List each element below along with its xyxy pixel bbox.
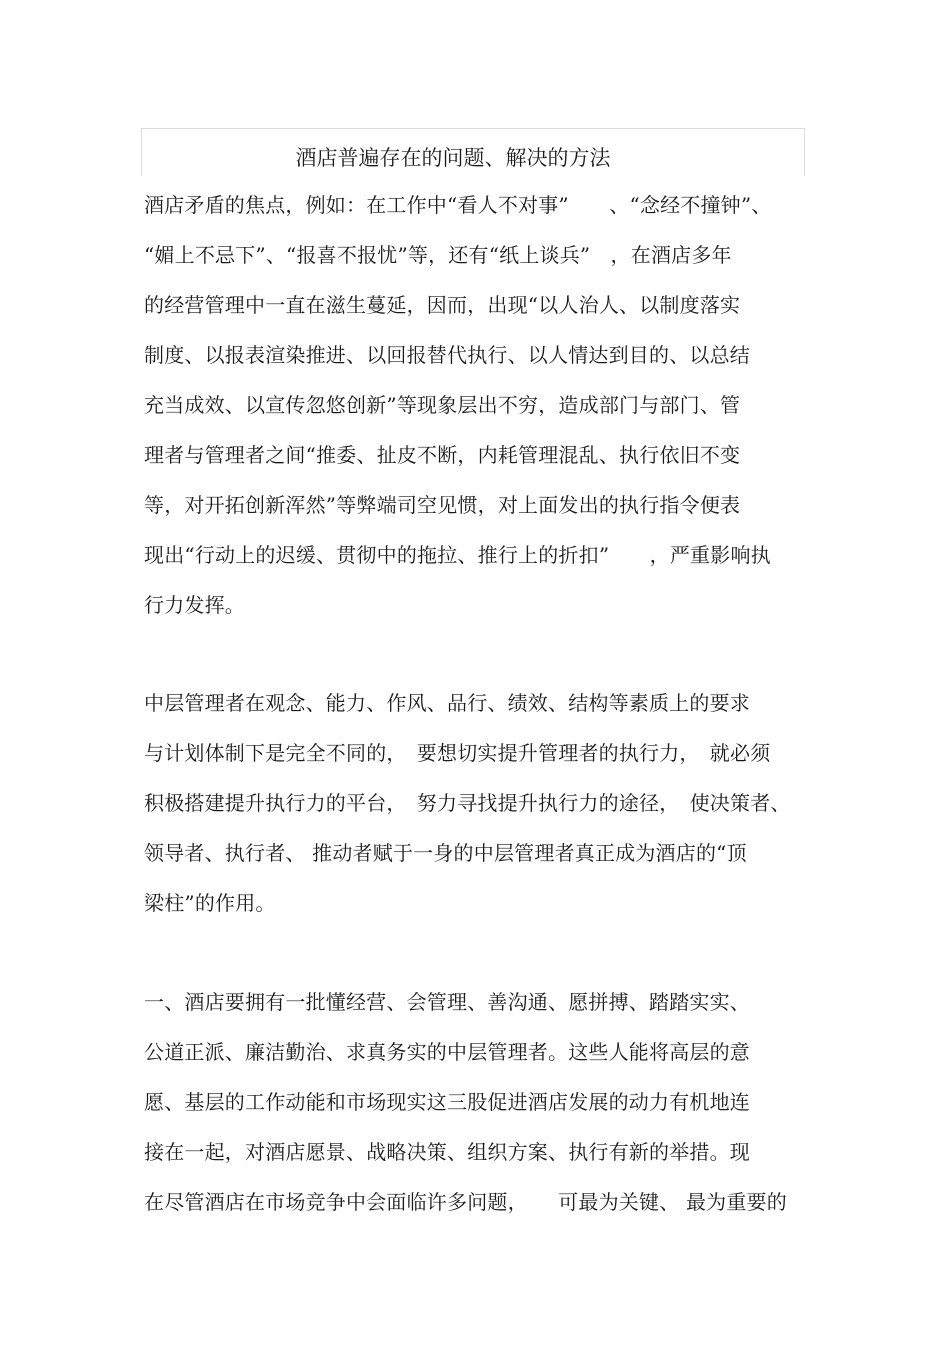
paragraph-1-line-1: 酒店矛盾的焦点，例如：在工作中“看人不对事” 、“念经不撞钟”、	[144, 193, 772, 217]
paragraph-1-line-4: 制度、以报表渲染推进、以回报替代执行、以人情达到目的、以总结	[144, 343, 750, 367]
paragraph-3-line-4: 接在一起，对酒店愿景、战略决策、组织方案、执行有新的举措。现	[144, 1140, 750, 1164]
paragraph-2-line-4: 领导者、执行者、 推动者赋于一身的中层管理者真正成为酒店的“顶	[144, 841, 747, 865]
title-box	[141, 128, 805, 176]
paragraph-3-line-5: 在尽管酒店在市场竞争中会面临许多问题， 可最为关键、 最为重要的	[144, 1190, 787, 1214]
paragraph-3-line-3: 愿、基层的工作动能和市场现实这三股促进酒店发展的动力有机地连	[144, 1090, 750, 1114]
page-title: 酒店普遍存在的问题、解决的方法	[295, 146, 611, 170]
paragraph-2-line-5: 梁柱”的作用。	[144, 891, 276, 915]
paragraph-3-line-1: 一、酒店要拥有一批懂经营、会管理、善沟通、愿拼搏、踏踏实实、	[144, 990, 750, 1014]
paragraph-2-line-1: 中层管理者在观念、能力、作风、品行、绩效、结构等素质上的要求	[144, 691, 750, 715]
paragraph-1-line-2: “媚上不忌下”、“报喜不报忧”等，还有“纸上谈兵” ，在酒店多年	[144, 243, 732, 267]
paragraph-1-line-6: 理者与管理者之间“推委、扯皮不断，内耗管理混乱、执行依旧不变	[144, 443, 741, 467]
paragraph-2-line-3: 积极搭建提升执行力的平台， 努力寻找提升执行力的途径， 使决策者、	[144, 791, 791, 815]
paragraph-3-line-2: 公道正派、廉洁勤治、求真务实的中层管理者。这些人能将高层的意	[144, 1040, 750, 1064]
paragraph-2-line-2: 与计划体制下是完全不同的， 要想切实提升管理者的执行力， 就必须	[144, 741, 771, 765]
paragraph-1-line-8: 现出“行动上的迟缓、贯彻中的拖拉、推行上的折扣” ，严重影响执	[144, 543, 771, 567]
paragraph-1-line-3: 的经营管理中一直在滋生蔓延，因而，出现“以人治人、以制度落实	[144, 293, 741, 317]
paragraph-1-line-5: 充当成效、以宣传忽悠创新”等现象层出不穷，造成部门与部门、管	[144, 393, 741, 417]
paragraph-1-line-9: 行力发挥。	[144, 593, 245, 617]
paragraph-1-line-7: 等，对开拓创新浑然”等弊端司空见惯，对上面发出的执行指令便表	[144, 493, 741, 517]
